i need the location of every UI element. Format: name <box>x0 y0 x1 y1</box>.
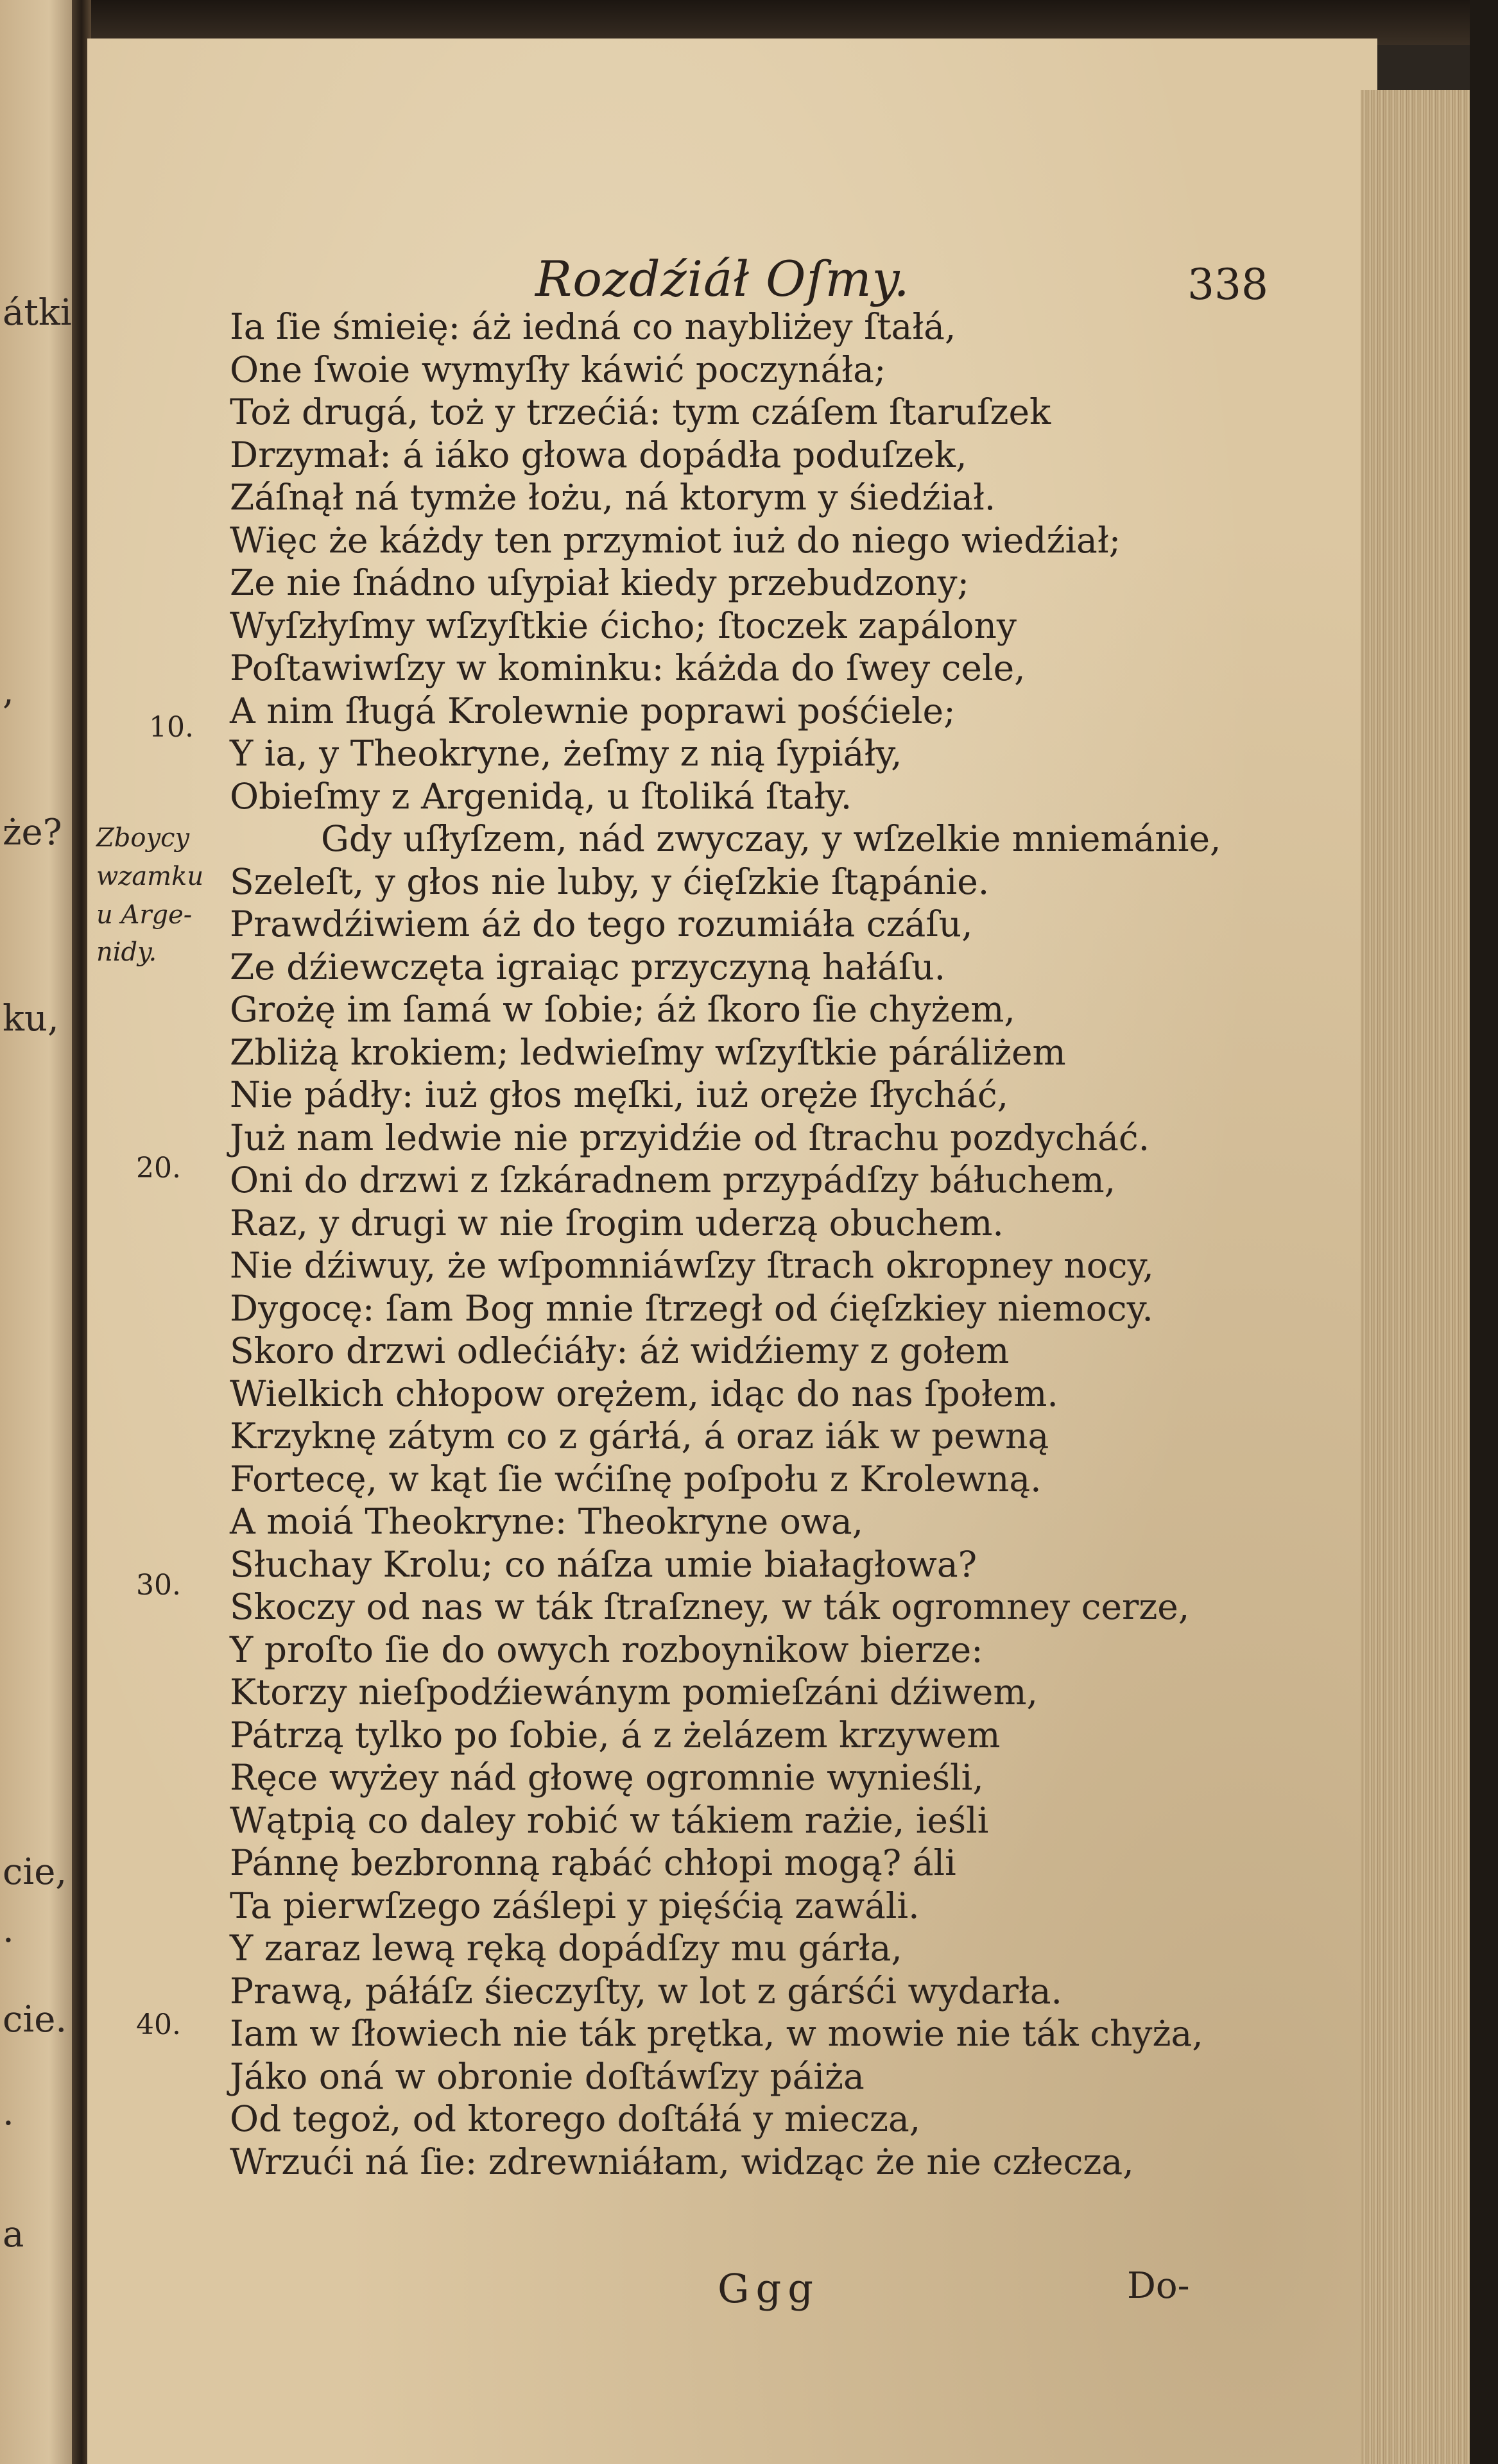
verse-line: Poſtawiwſzy w kominku: káżda do ſwey cele, <box>230 647 1026 689</box>
verse-line: Drzymał: á iáko głowa dopádła poduſzek, <box>230 434 967 475</box>
verse-line: Raz, y drugi w nie ſrogim uderzą obuchem. <box>230 1202 1004 1244</box>
verse-line: Pánnę bezbronną rąbáć chłopi mogą? áli <box>230 1842 956 1883</box>
margin-note-line: Zboycy <box>96 823 190 853</box>
verse-line: Wątpią co daley robić w tákiem rażie, ieśli <box>230 1800 989 1841</box>
left-page <box>0 0 82 2464</box>
verse-line: Krzyknę zátym co z gárłá, á oraz iák w pewną <box>230 1416 1049 1457</box>
verse-line: Y zaraz lewą ręką dopádſzy mu gárła, <box>230 1928 902 1969</box>
verse-line: Obieſmy z Argenidą, u ſtoliká ſtały. <box>230 776 852 817</box>
margin-note-line: u Arge- <box>96 900 193 930</box>
margin-note-line: nidy. <box>96 937 157 967</box>
verse-line: Ze dźiewczęta igraiąc przyczyną hałáſu. <box>230 946 946 988</box>
margin-note-line: wzamku <box>96 862 204 891</box>
left-page-fragment: . <box>3 2092 14 2134</box>
verse-line: Oni do drzwi z ſzkáradnem przypádſzy báłuchem, <box>230 1159 1116 1201</box>
left-page-fragment: że? <box>3 812 62 853</box>
verse-line: Słuchay Krolu; co náſza umie białagłowa? <box>230 1544 977 1585</box>
verse-line: Y proſto ſie do owych rozboynikow bierze: <box>230 1629 983 1670</box>
running-title: Rozdźiáł Oſmy. <box>535 250 910 307</box>
verse-line: Zbliżą krokiem; ledwieſmy wſzyſtkie páráliżem <box>230 1032 1066 1073</box>
page-number: 338 <box>1187 260 1268 309</box>
verse-line: Ręce wyżey nád głowę ogromnie wynieśli, <box>230 1757 984 1798</box>
verse-line: Jáko oná w obronie doſtáwſzy páiża <box>230 2056 865 2097</box>
verse-line: Nie pádły: iuż głos męſki, iuż oręże ſłycháć, <box>230 1074 1009 1115</box>
verse-line: Prawą, páłáſz śieczyſty, w lot z gárśći wydarła. <box>230 1971 1063 2012</box>
signature-mark: Ggg <box>718 2265 820 2312</box>
verse-line: Gdy uſłyſzem, nád zwyczay, y wſzelkie mniemánie, <box>321 818 1221 859</box>
left-page-fragment: . <box>3 1909 14 1951</box>
verse-line: Grożę im ſamá w ſobie; áż ſkoro ſie chyżem, <box>230 989 1015 1030</box>
verse-line: A nim ſługá Krolewnie poprawi pośćiele; <box>230 690 956 732</box>
verse-line: Prawdźiwiem áż do tego rozumiáła czáſu, <box>230 903 973 945</box>
line-number: 30. <box>136 1569 181 1602</box>
left-page-fragment: cie. <box>3 1999 67 2041</box>
verse-line: Wielkich chłopow orężem, idąc do nas ſpołem. <box>230 1373 1058 1414</box>
verse-line: Skoro drzwi odlećiáły: áż widźiemy z gołem <box>230 1330 1010 1371</box>
line-number: 10. <box>149 711 194 744</box>
verse-line: Od tegoż, od ktorego doſtáłá y miecza, <box>230 2098 921 2139</box>
verse-line: Wrzući ná ſie: zdrewniáłam, widząc że nie człecza, <box>230 2141 1134 2182</box>
left-page-fragment: , <box>3 671 14 712</box>
verse-line: Już nam ledwie nie przyidźie od ſtrachu pozdycháć. <box>230 1117 1150 1158</box>
verse-line: Ta pierwſzego záślepi y pięśćią zawáli. <box>230 1885 920 1926</box>
verse-line: Ia ſie śmieię: áż iedná co naybliżey ſtałá, <box>230 306 956 347</box>
line-number: 20. <box>136 1152 181 1185</box>
verse-line: Więc że káżdy ten przymiot iuż do niego wiedźiał; <box>230 520 1121 561</box>
catchword: Do- <box>1127 2265 1190 2307</box>
left-page-fragment: átki <box>3 292 72 334</box>
verse-line: Szeleſt, y głos nie luby, y ćięſzkie ſtąpánie. <box>230 861 990 902</box>
verse-line: Wyſzłyſmy wſzyſtkie ćicho; ſtoczek zapálony <box>230 605 1017 646</box>
verse-line: Ktorzy nieſpodźiewánym pomieſzáni dźiwem, <box>230 1672 1038 1713</box>
verse-line: Iam w ſłowiech nie ták prętka, w mowie nie ták chyża, <box>230 2013 1203 2054</box>
verse-line: Toż drugá, toż y trzećiá: tym czáſem ſtaruſzek <box>230 391 1051 432</box>
verse-line: Skoczy od nas w ták ſtraſzney, w ták ogromney cerze, <box>230 1586 1190 1627</box>
verse-line: Nie dźiwuy, że wſpomniáwſzy ſtrach okropney nocy, <box>230 1245 1154 1286</box>
left-page-fragment: a <box>3 2214 24 2255</box>
verse-line: Fortecę, w kąt ſie wćiſnę poſpołu z Krolewną. <box>230 1459 1042 1500</box>
line-number: 40. <box>136 2008 181 2041</box>
verse-line: Ze nie ſnádno uſypiał kiedy przebudzony; <box>230 562 970 603</box>
left-page-fragment: ku, <box>3 998 59 1040</box>
verse-line: Dygocę: ſam Bog mnie ſtrzegł od ćięſzkiey niemocy. <box>230 1288 1153 1329</box>
book-edge-shadow <box>1470 0 1498 2464</box>
verse-line: One ſwoie wymyſły káwić poczynáła; <box>230 349 886 390</box>
verse-line: Záſnął ná tymże łożu, ná ktorym y śiedźiał. <box>230 477 996 518</box>
verse-line: A moiá Theokryne: Theokryne owa, <box>230 1501 864 1542</box>
verse-line: Y ia, y Theokryne, żeſmy z nią ſypiáły, <box>230 733 902 774</box>
left-page-fragment: cie, <box>3 1851 67 1893</box>
verse-line: Pátrzą tylko po ſobie, á z żelázem krzywem <box>230 1715 1001 1756</box>
